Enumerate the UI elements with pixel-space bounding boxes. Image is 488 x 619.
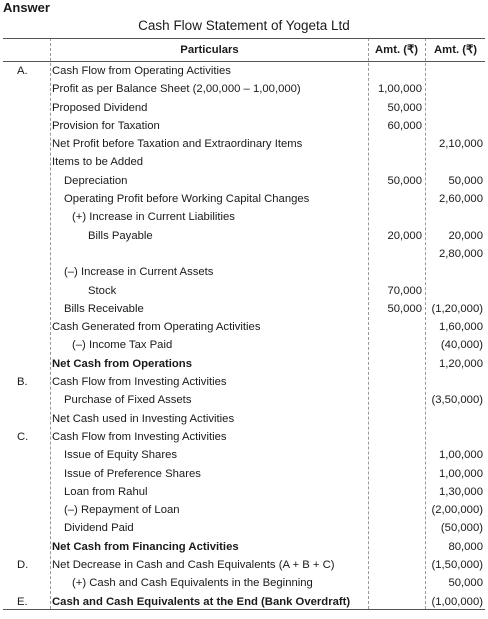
particulars-cell: Net Cash used in Investing Activities	[52, 412, 235, 425]
amount-1-cell: 20,000	[387, 229, 422, 242]
table-row	[3, 99, 485, 117]
particulars-cell: Purchase of Fixed Assets	[64, 394, 192, 407]
particulars-cell: Issue of Equity Shares	[64, 449, 178, 462]
particulars-cell: Issue of Preference Shares	[64, 467, 201, 480]
amount-1-cell: 50,000	[387, 101, 422, 114]
amount-1-cell: 70,000	[387, 284, 422, 297]
amount-1-cell: 60,000	[387, 119, 422, 132]
table-row	[3, 574, 485, 592]
table-row	[3, 465, 485, 483]
answer-heading: Answer	[3, 0, 50, 15]
amount-1-cell: 50,000	[387, 174, 422, 187]
table-row	[3, 117, 485, 135]
header-amount-1: Amt. (₹)	[375, 44, 418, 56]
header-particulars: Particulars	[180, 44, 239, 56]
table-row	[3, 410, 485, 428]
amount-2-cell: 80,000	[448, 540, 483, 553]
particulars-cell: (–) Income Tax Paid	[72, 339, 173, 352]
amount-2-cell: 1,00,000	[439, 449, 483, 462]
amount-2-cell: 1,30,000	[439, 485, 483, 498]
amount-2-cell: (50,000)	[440, 522, 483, 535]
table-row	[3, 227, 485, 245]
amount-2-cell: (40,000)	[440, 339, 483, 352]
particulars-cell: Stock	[88, 284, 117, 297]
amount-2-cell: (3,50,000)	[431, 394, 483, 407]
table-bottom-border	[3, 609, 485, 610]
statement-title: Cash Flow Statement of Yogeta Ltd	[138, 18, 350, 33]
particulars-cell: Net Cash from Financing Activities	[52, 540, 239, 553]
particulars-cell: Operating Profit before Working Capital Changes	[64, 193, 310, 206]
section-label: C.	[17, 430, 29, 443]
particulars-cell: Dividend Paid	[64, 522, 134, 535]
amount-2-cell: (2,00,000)	[431, 504, 483, 517]
table-row	[3, 538, 485, 556]
particulars-cell: Provision for Taxation	[52, 119, 160, 132]
table-row	[3, 300, 485, 318]
particulars-cell: (–) Increase in Current Assets	[64, 266, 214, 279]
table-row	[3, 80, 485, 98]
table-row	[3, 318, 485, 336]
amount-2-cell: 50,000	[448, 174, 483, 187]
particulars-cell: Net Decrease in Cash and Cash Equivalents (A + B + C)	[52, 559, 335, 572]
particulars-cell: (–) Repayment of Loan	[64, 504, 180, 517]
particulars-cell: Net Cash from Operations	[52, 357, 192, 370]
table-row	[3, 190, 485, 208]
table-row	[3, 483, 485, 501]
table-row	[3, 172, 485, 190]
amount-2-cell: (1,50,000)	[431, 559, 483, 572]
section-label: A.	[17, 65, 28, 77]
particulars-cell: Cash Generated from Operating Activities	[52, 321, 261, 334]
section-label: D.	[17, 559, 29, 572]
table-row	[3, 519, 485, 537]
table-row	[3, 245, 485, 263]
amount-1-cell: 1,00,000	[378, 83, 422, 96]
particulars-cell: Cash Flow from Investing Activities	[52, 376, 227, 389]
table-row	[3, 336, 485, 354]
table-row	[3, 153, 485, 171]
particulars-cell: (+) Increase in Current Liabilities	[72, 211, 235, 224]
table-row	[3, 208, 485, 226]
amount-2-cell: 1,60,000	[439, 321, 483, 334]
amount-2-cell: (1,00,000)	[431, 595, 483, 608]
particulars-cell: Items to be Added	[52, 156, 144, 169]
table-row	[3, 446, 485, 464]
table-row	[3, 135, 485, 153]
table-row	[3, 373, 485, 391]
amount-1-cell: 50,000	[387, 302, 422, 315]
cash-flow-table	[3, 38, 485, 611]
particulars-cell: Bills Receivable	[64, 302, 144, 315]
amount-2-cell: 1,00,000	[439, 467, 483, 480]
particulars-cell: Loan from Rahul	[64, 485, 148, 498]
table-row	[3, 355, 485, 373]
particulars-cell: Proposed Dividend	[52, 101, 148, 114]
amount-2-cell: 20,000	[448, 229, 483, 242]
table-row	[3, 263, 485, 281]
amount-2-cell: 2,10,000	[439, 138, 483, 151]
amount-2-cell: 2,80,000	[439, 247, 483, 260]
particulars-cell: Net Profit before Taxation and Extraordinary Items	[52, 138, 303, 151]
particulars-cell: Cash and Cash Equivalents at the End (Bank Overdraft)	[52, 595, 351, 608]
section-label: B.	[17, 376, 28, 389]
section-label: E.	[17, 595, 28, 608]
table-row	[3, 62, 485, 80]
table-header	[3, 38, 485, 62]
amount-2-cell: (1,20,000)	[431, 302, 483, 315]
amount-2-cell: 1,20,000	[439, 357, 483, 370]
particulars-cell: Profit as per Balance Sheet (2,00,000 – 1,00,000)	[52, 83, 301, 96]
particulars-cell: (+) Cash and Cash Equivalents in the Beginning	[72, 577, 313, 590]
amount-2-cell: 50,000	[448, 577, 483, 590]
particulars-cell: Cash Flow from Investing Activities	[52, 430, 227, 443]
table-row	[3, 556, 485, 574]
particulars-cell: Depreciation	[64, 174, 128, 187]
table-row	[3, 391, 485, 409]
amount-2-cell: 2,60,000	[439, 193, 483, 206]
table-row	[3, 428, 485, 446]
particulars-cell: Cash Flow from Operating Activities	[52, 65, 231, 77]
table-row	[3, 282, 485, 300]
table-row	[3, 501, 485, 519]
particulars-cell: Bills Payable	[88, 229, 153, 242]
header-amount-2: Amt. (₹)	[434, 44, 477, 56]
table-body	[3, 62, 485, 611]
